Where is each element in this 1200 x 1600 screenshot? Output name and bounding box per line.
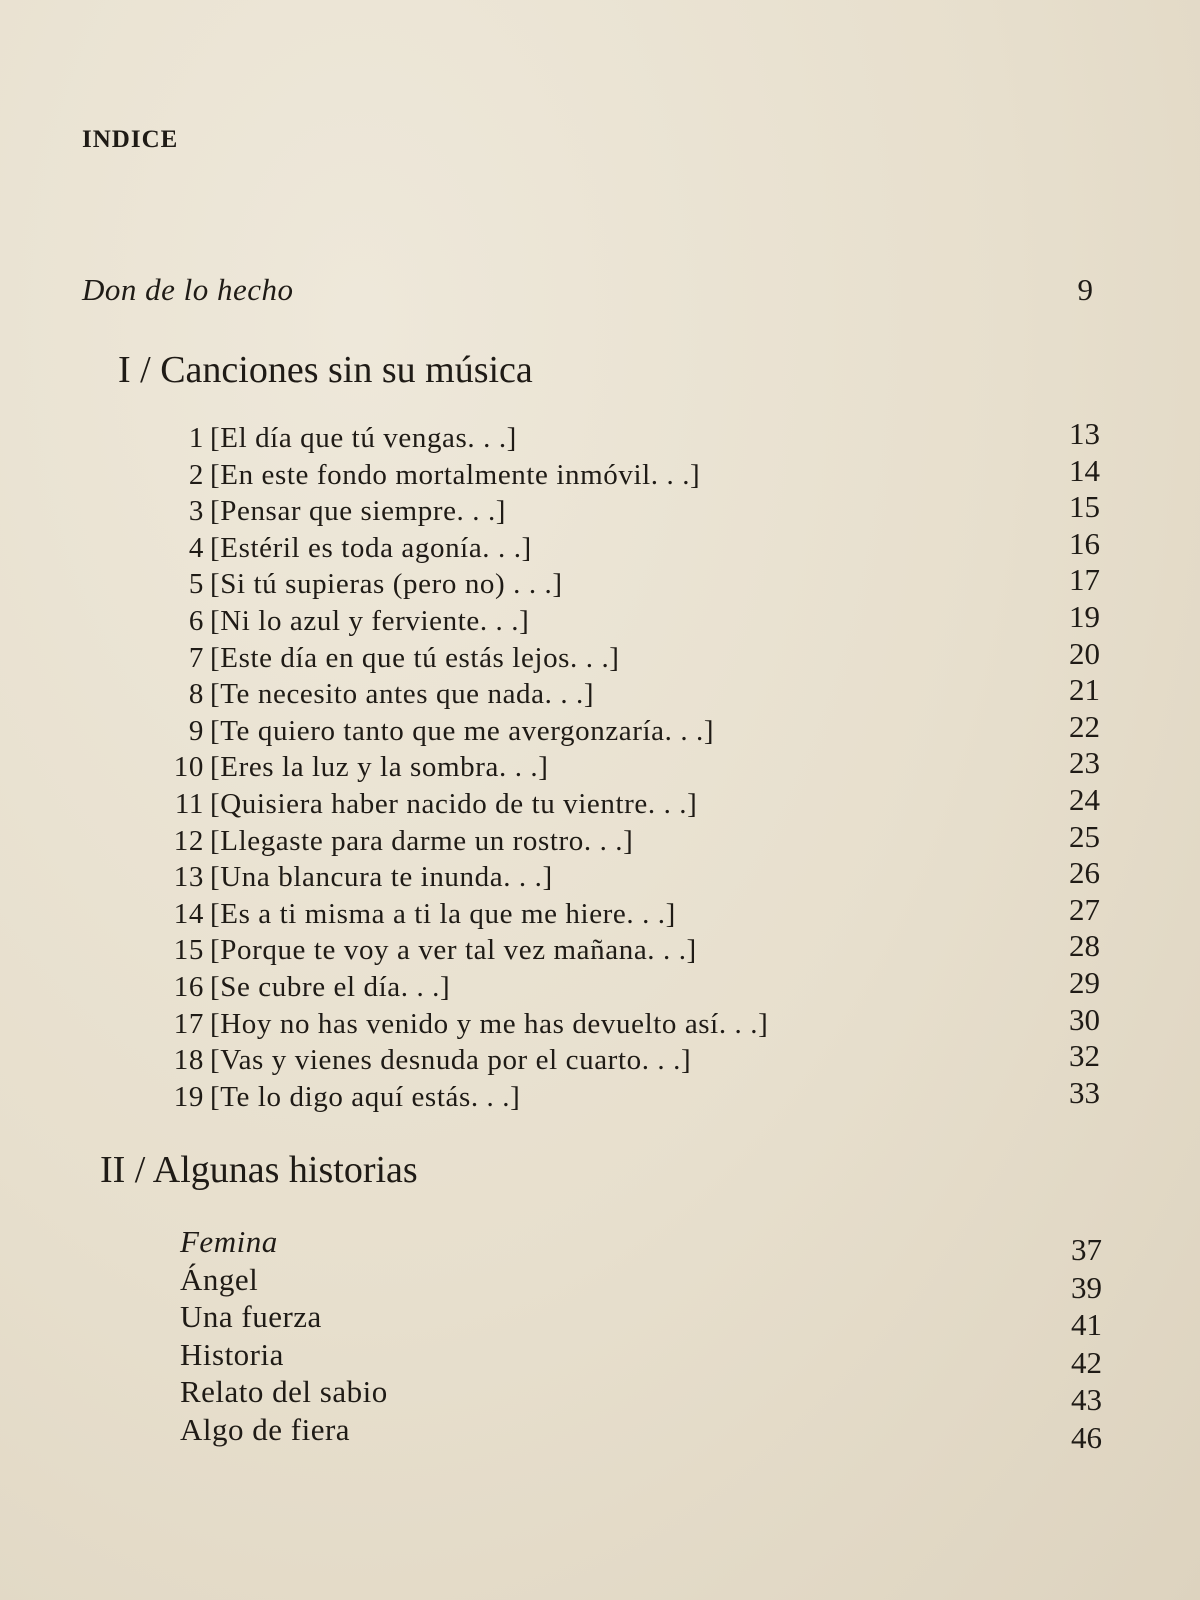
toc-entry-title: Historia bbox=[180, 1337, 284, 1372]
entry-number: 11 bbox=[174, 788, 204, 820]
entry-number: 16 bbox=[173, 971, 204, 1003]
entry-page-number: 46 bbox=[1071, 1420, 1102, 1455]
entry-title: [Ni lo azul y ferviente. . .] bbox=[210, 605, 530, 637]
entry-title: [Te quiero tanto que me avergonzaría. . .] bbox=[210, 715, 715, 747]
entry-title: [Eres la luz y la sombra. . .] bbox=[210, 751, 549, 783]
toc-entry bbox=[160, 861, 553, 894]
entry-title: [Este día en que tú estás lejos. . .] bbox=[210, 642, 620, 674]
entry-page-number: 29 bbox=[1069, 965, 1100, 1000]
toc-entry bbox=[160, 934, 697, 967]
toc-entry bbox=[160, 1044, 691, 1077]
entry-title: [Te lo digo aquí estás. . .] bbox=[210, 1081, 521, 1113]
entry-number: 2 bbox=[188, 459, 204, 491]
entry-page-number: 30 bbox=[1069, 1002, 1100, 1037]
toc-entry bbox=[160, 459, 700, 492]
entry-title: [Porque te voy a ver tal vez mañana. . .] bbox=[210, 934, 697, 966]
entry-page-number: 25 bbox=[1069, 819, 1100, 854]
entry-title: [Estéril es toda agonía. . .] bbox=[210, 532, 532, 564]
entry-number: 5 bbox=[188, 568, 204, 600]
entry-number: 1 bbox=[188, 422, 204, 454]
entry-page-number: 33 bbox=[1069, 1075, 1100, 1110]
entry-page-number: 16 bbox=[1069, 526, 1100, 561]
toc-entry bbox=[160, 751, 549, 784]
entry-page-number: 20 bbox=[1069, 636, 1100, 671]
entry-page-number: 32 bbox=[1069, 1038, 1100, 1073]
entry-number: 13 bbox=[173, 861, 204, 893]
entry-page-number: 24 bbox=[1069, 782, 1100, 817]
section-title: II / Algunas historias bbox=[100, 1149, 418, 1191]
entry-number: 12 bbox=[173, 825, 204, 857]
toc-entry-title: Femina bbox=[180, 1224, 278, 1259]
entry-page-number: 27 bbox=[1069, 892, 1100, 927]
entry-number: 3 bbox=[188, 495, 204, 527]
entry-title: [En este fondo mortalmente inmóvil. . .] bbox=[210, 459, 701, 491]
entry-page-number: 15 bbox=[1069, 489, 1100, 524]
entry-page-number: 17 bbox=[1069, 562, 1100, 597]
entry-page-number: 41 bbox=[1071, 1307, 1102, 1342]
entry-title: [El día que tú vengas. . .] bbox=[210, 422, 517, 454]
entry-page-number: 42 bbox=[1071, 1345, 1102, 1380]
entry-number: 18 bbox=[173, 1044, 204, 1076]
entry-number: 14 bbox=[173, 898, 204, 930]
toc-entry bbox=[160, 971, 450, 1004]
toc-entry bbox=[160, 788, 697, 821]
toc-entry bbox=[160, 605, 529, 638]
entry-page-number: 28 bbox=[1069, 928, 1100, 963]
toc-entry bbox=[160, 642, 620, 675]
entry-title: [Pensar que siempre. . .] bbox=[210, 495, 507, 527]
entry-title: [Llegaste para darme un rostro. . .] bbox=[210, 825, 634, 857]
entry-title: [Vas y vienes desnuda por el cuarto. . .] bbox=[210, 1044, 692, 1076]
entry-number: 17 bbox=[173, 1008, 204, 1040]
toc-entry-title: Ángel bbox=[180, 1262, 259, 1297]
entry-title: [Una blancura te inunda. . .] bbox=[210, 861, 553, 893]
entry-number: 6 bbox=[188, 605, 204, 637]
entry-number: 9 bbox=[188, 715, 204, 747]
index-heading: INDICE bbox=[82, 126, 179, 153]
toc-entry bbox=[160, 422, 517, 455]
entry-title: [Es a ti misma a ti la que me hiere. . .] bbox=[210, 898, 676, 930]
entry-page-number: 26 bbox=[1069, 855, 1100, 890]
toc-entry bbox=[160, 1008, 768, 1041]
entry-number: 7 bbox=[188, 642, 204, 674]
entry-page-number: 21 bbox=[1069, 672, 1100, 707]
entry-page-number: 43 bbox=[1071, 1382, 1102, 1417]
entry-title: [Hoy no has venido y me has devuelto así. . .] bbox=[210, 1008, 769, 1040]
entry-number: 4 bbox=[188, 532, 204, 564]
prologue-title: Don de lo hecho bbox=[82, 272, 294, 307]
entry-page-number: 22 bbox=[1069, 709, 1100, 744]
toc-entry-title: Relato del sabio bbox=[180, 1374, 388, 1409]
entry-number: 8 bbox=[188, 678, 204, 710]
entry-page-number: 13 bbox=[1069, 416, 1100, 451]
entry-number: 19 bbox=[173, 1081, 204, 1113]
entry-page-number: 14 bbox=[1069, 453, 1100, 488]
toc-entry bbox=[160, 678, 594, 711]
prologue-page-number: 9 bbox=[1077, 272, 1093, 307]
toc-entry bbox=[160, 495, 506, 528]
toc-entry bbox=[160, 532, 532, 565]
toc-entry bbox=[160, 1081, 520, 1114]
section-title: I / Canciones sin su música bbox=[118, 349, 533, 391]
entry-title: [Quisiera haber nacido de tu vientre. . .] bbox=[210, 788, 698, 820]
toc-entry bbox=[160, 715, 714, 748]
toc-entry bbox=[160, 568, 563, 601]
toc-entry bbox=[160, 825, 633, 858]
entry-number: 15 bbox=[173, 934, 204, 966]
entry-title: [Si tú supieras (pero no) . . .] bbox=[210, 568, 563, 600]
entry-page-number: 39 bbox=[1071, 1270, 1102, 1305]
entry-number: 10 bbox=[173, 751, 204, 783]
entry-page-number: 19 bbox=[1069, 599, 1100, 634]
toc-entry bbox=[160, 898, 676, 931]
entry-title: [Se cubre el día. . .] bbox=[210, 971, 451, 1003]
entry-page-number: 23 bbox=[1069, 745, 1100, 780]
entry-page-number: 37 bbox=[1071, 1232, 1102, 1267]
toc-entry-title: Algo de fiera bbox=[180, 1412, 351, 1447]
entry-title: [Te necesito antes que nada. . .] bbox=[210, 678, 595, 710]
toc-entry-title: Una fuerza bbox=[180, 1299, 322, 1334]
